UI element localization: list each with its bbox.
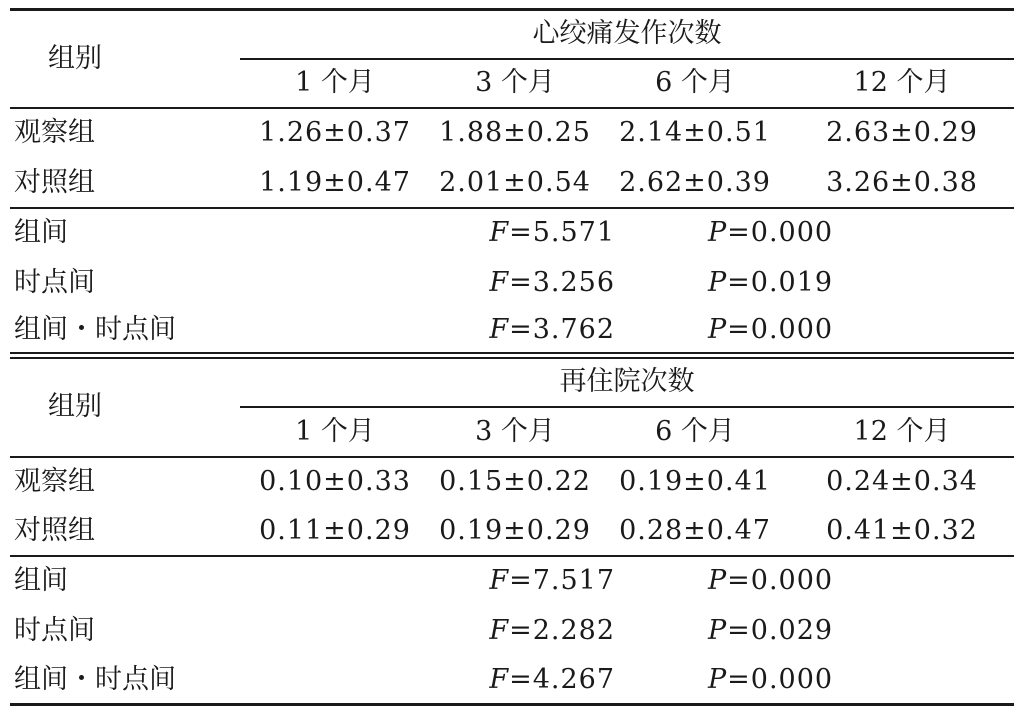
table-cell: 0.28±0.47 (619, 515, 771, 546)
table-cell: 3.26±0.38 (826, 167, 978, 198)
stat-label: 组间・时点间 (14, 314, 176, 345)
table-cell: 2.63±0.29 (826, 117, 978, 148)
p-value (708, 258, 958, 308)
f-value: =2.282 (509, 615, 615, 646)
group-header: 组别 (48, 391, 102, 422)
p-number: =0.029 (727, 615, 834, 646)
p-symbol: P (708, 565, 728, 596)
table-cell: 0.41±0.32 (826, 515, 978, 546)
f-statistic (440, 258, 615, 308)
p-number: =0.000 (727, 565, 834, 596)
f-value: =4.267 (509, 664, 615, 695)
f-statistic (440, 305, 615, 355)
f-symbol: F (489, 217, 510, 248)
f-statistic (440, 556, 615, 606)
table-cell: 1.26±0.37 (259, 117, 411, 148)
stat-label: 组间 (14, 217, 68, 248)
p-value (708, 655, 958, 705)
f-value: =3.256 (509, 267, 615, 298)
f-statistic (440, 655, 615, 705)
p-value (708, 606, 958, 656)
stat-label: 时点间 (14, 267, 95, 298)
f-statistic (440, 606, 615, 656)
p-symbol: P (708, 314, 728, 345)
table-cell: 0.15±0.22 (439, 466, 591, 497)
month-header: 1 个月 (295, 67, 375, 98)
stat-label: 组间・时点间 (14, 664, 176, 695)
row-label: 观察组 (14, 466, 95, 497)
p-symbol: P (708, 664, 728, 695)
f-symbol: F (489, 314, 510, 345)
table-cell: 0.10±0.33 (259, 466, 411, 497)
table-cell: 1.19±0.47 (259, 167, 411, 198)
group-header: 组别 (48, 43, 102, 74)
month-header: 3 个月 (475, 67, 555, 98)
p-value (708, 305, 958, 355)
month-header: 1 个月 (295, 416, 375, 447)
table-cell: 2.62±0.39 (619, 167, 771, 198)
stat-label: 组间 (14, 565, 68, 596)
row-label: 观察组 (14, 117, 95, 148)
f-statistic (440, 208, 615, 258)
table-cell: 0.24±0.34 (826, 466, 978, 497)
row-label: 对照组 (14, 515, 95, 546)
f-value: =5.571 (509, 217, 615, 248)
table-cell: 2.01±0.54 (439, 167, 591, 198)
section-title: 心绞痛发作次数 (532, 18, 722, 49)
f-value: =3.762 (509, 314, 615, 345)
month-header: 6 个月 (655, 416, 735, 447)
f-symbol: F (489, 565, 510, 596)
f-symbol: F (489, 615, 510, 646)
f-value: =7.517 (509, 565, 615, 596)
table-cell: 2.14±0.51 (619, 117, 771, 148)
table-cell: 0.19±0.29 (439, 515, 591, 546)
f-symbol: F (489, 267, 510, 298)
p-number: =0.000 (727, 314, 834, 345)
p-number: =0.000 (727, 664, 834, 695)
row-label: 对照组 (14, 167, 95, 198)
f-symbol: F (489, 664, 510, 695)
table-cell: 1.88±0.25 (439, 117, 591, 148)
p-number: =0.000 (727, 217, 834, 248)
table-cell: 0.19±0.41 (619, 466, 771, 497)
p-symbol: P (708, 217, 728, 248)
p-value (708, 556, 958, 606)
month-header: 12 个月 (853, 416, 951, 447)
month-header: 3 个月 (475, 416, 555, 447)
p-symbol: P (708, 615, 728, 646)
month-header: 6 个月 (655, 67, 735, 98)
stat-label: 时点间 (14, 615, 95, 646)
p-symbol: P (708, 267, 728, 298)
p-number: =0.019 (727, 267, 834, 298)
table-cell: 0.11±0.29 (259, 515, 411, 546)
section-title: 再住院次数 (559, 366, 695, 397)
p-value (708, 208, 958, 258)
month-header: 12 个月 (853, 67, 951, 98)
